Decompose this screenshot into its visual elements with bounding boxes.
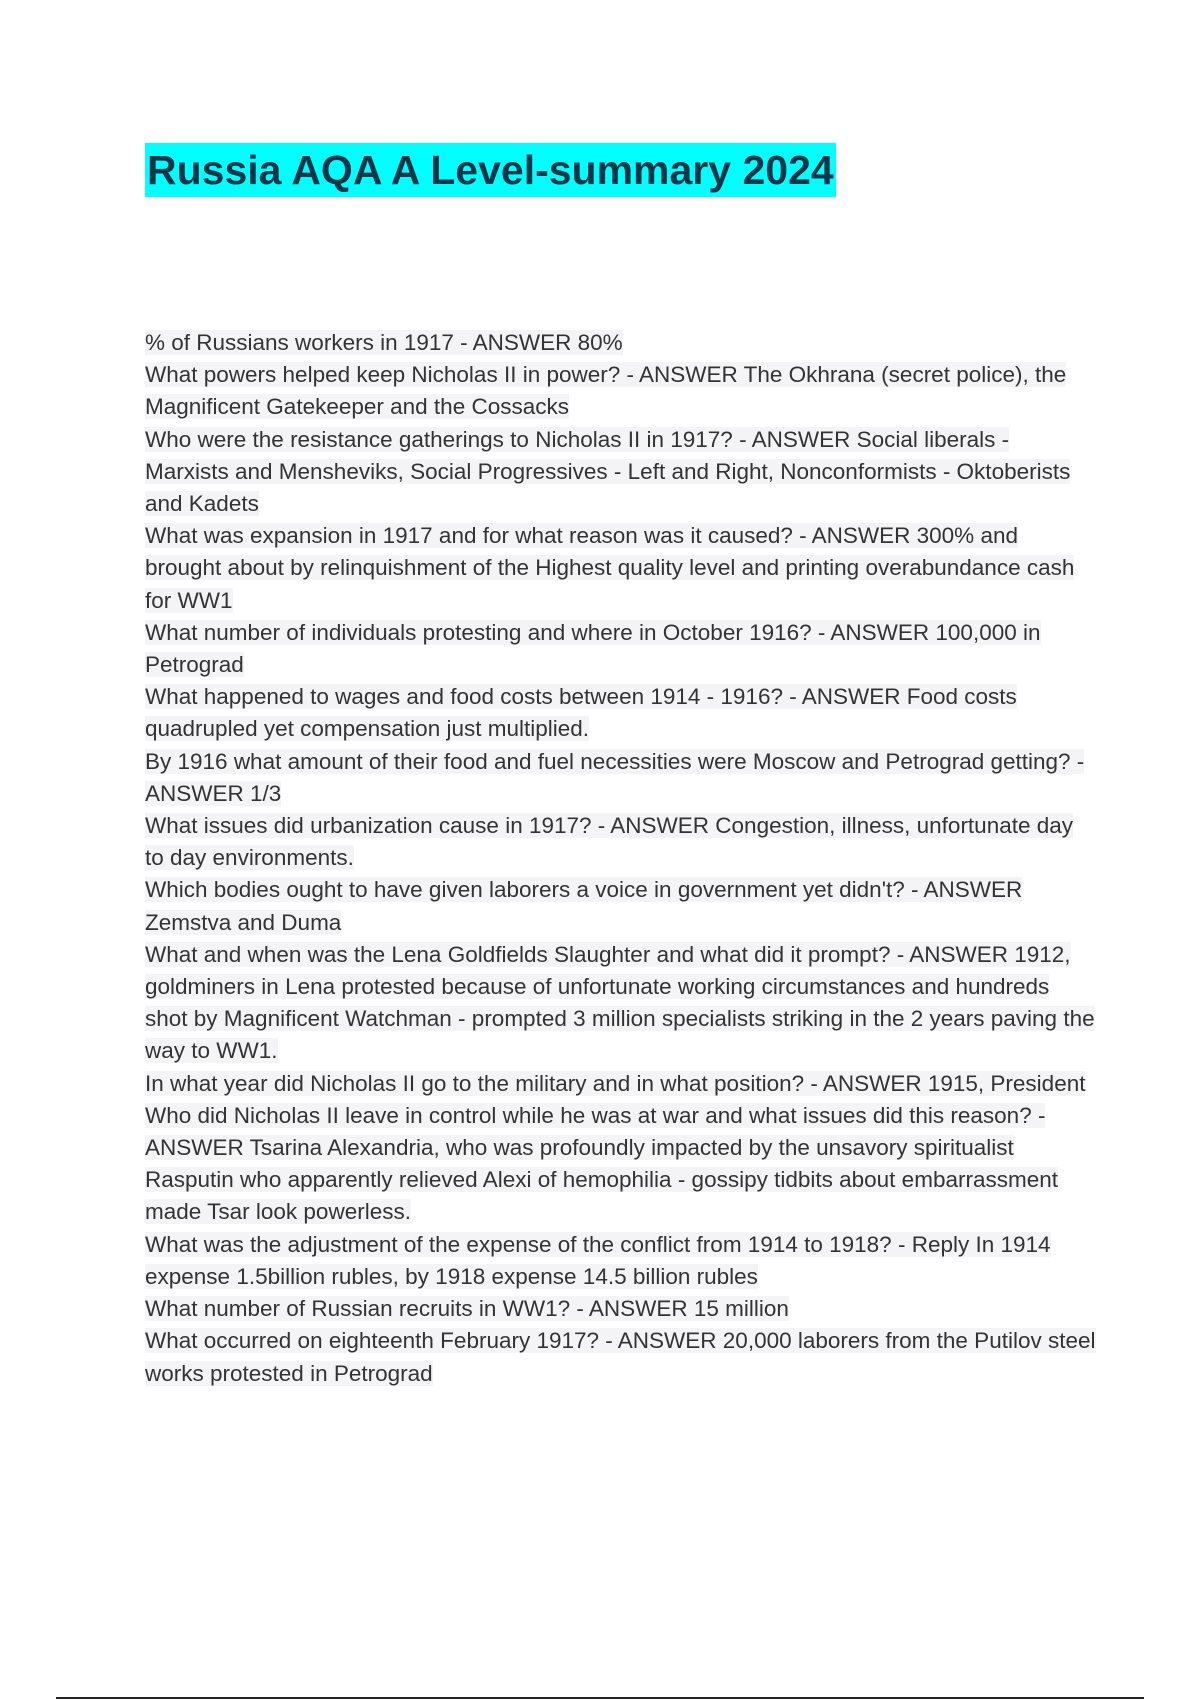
- qa-text: What powers helped keep Nicholas II in power? - ANSWER The Okhrana (secret police), the Magnificent Gatekeeper and the Cossacks: [145, 362, 1067, 420]
- qa-text: What issues did urbanization cause in 1917? - ANSWER Congestion, illness, unfortunate day to day environments.: [145, 813, 1074, 871]
- qa-text: What was expansion in 1917 and for what reason was it caused? - ANSWER 300% and brought about by relinquishment of the Highest quality level and printing overabundance cash for WW1: [145, 523, 1075, 613]
- qa-text: What and when was the Lena Goldfields Slaughter and what did it prompt? - ANSWER 1912, goldminers in Lena protested because of unfortunate working circumstances and hundreds shot by Magnificent Watchman - prompted 3 million specialists striking in the 2 years paving the way to WW1.: [145, 941, 1095, 1064]
- qa-list: [145, 327, 1100, 1390]
- qa-text: What was the adjustment of the expense of the conflict from 1914 to 1918? - Reply In 1914 expense 1.5billion rubles, by 1918 expense 14.5 billion rubles: [145, 1231, 1051, 1289]
- qa-entry: [145, 327, 1100, 359]
- qa-entry: [145, 359, 1100, 423]
- qa-entry: [145, 939, 1100, 1068]
- qa-text: Which bodies ought to have given laborers a voice in government yet didn't? - ANSWER Zemstva and Duma: [145, 877, 1023, 935]
- qa-entry: [145, 424, 1100, 521]
- qa-entry: [145, 1100, 1100, 1229]
- qa-entry: [145, 1325, 1100, 1389]
- qa-entry: [145, 681, 1100, 745]
- qa-text: What happened to wages and food costs between 1914 - 1916? - ANSWER Food costs quadrupled yet compensation just multiplied.: [145, 684, 1017, 742]
- qa-entry: [145, 810, 1100, 874]
- qa-entry: [145, 746, 1100, 810]
- qa-text: What number of individuals protesting and where in October 1916? - ANSWER 100,000 in Petrograd: [145, 619, 1041, 678]
- qa-text: % of Russians workers in 1917 - ANSWER 80%: [145, 330, 623, 355]
- qa-entry: [145, 1229, 1100, 1293]
- title-block: [145, 143, 836, 197]
- qa-entry: [145, 874, 1100, 938]
- qa-text: What number of Russian recruits in WW1? - ANSWER 15 million: [145, 1296, 789, 1322]
- document-title: Russia AQA A Level-summary 2024: [145, 143, 836, 197]
- qa-text: What occurred on eighteenth February 1917? - ANSWER 20,000 laborers from the Putilov steel works protested in Petrograd: [145, 1328, 1096, 1386]
- qa-text: Who did Nicholas II leave in control while he was at war and what issues did this reason? - ANSWER Tsarina Alexandria, who was profoundly impacted by the unsavory spiritualist Rasputin who apparently relieved Alexi of hemophilia - gossipy tidbits about embarrassment made Tsar look powerless.: [145, 1102, 1058, 1225]
- qa-text: By 1916 what amount of their food and fuel necessities were Moscow and Petrograd getting? - ANSWER 1/3: [145, 748, 1085, 806]
- qa-entry: [145, 1068, 1100, 1100]
- bottom-divider: [56, 1697, 1144, 1699]
- qa-text: In what year did Nicholas II go to the military and in what position? - ANSWER 1915, President: [145, 1070, 1086, 1096]
- qa-entry: [145, 520, 1100, 617]
- qa-entry: [145, 617, 1100, 681]
- qa-text: Who were the resistance gatherings to Nicholas II in 1917? - ANSWER Social liberals - Marxists and Mensheviks, Social Progressives - Left and Right, Nonconformists - Oktoberists and Kadets: [145, 426, 1071, 517]
- qa-entry: [145, 1293, 1100, 1325]
